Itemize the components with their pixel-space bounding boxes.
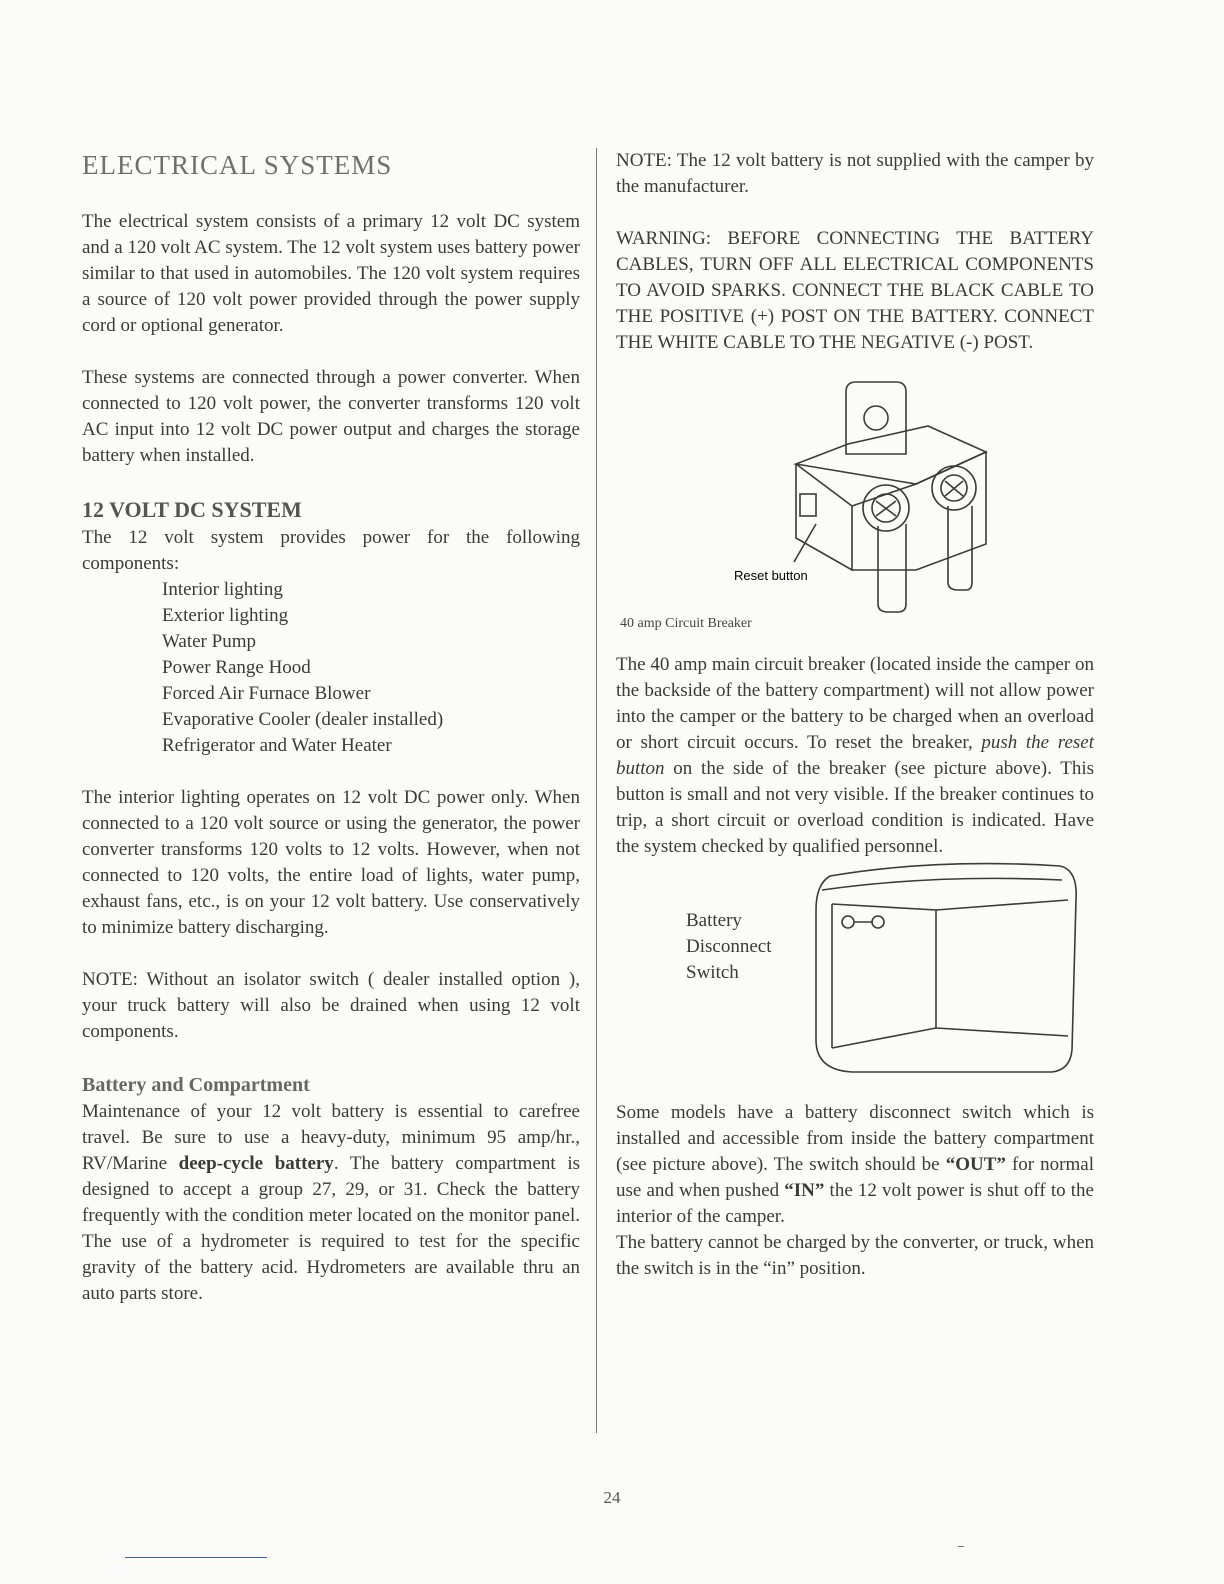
switch-paragraph: Some models have a battery disconnect switch which is installed and accessible from inside the battery compartment (see picture above). The switch should be “OUT” for normal use and when pushed “IN” the 12 volt power is shut off to the interior of the camper. <box>616 1102 1094 1227</box>
column-divider <box>596 148 597 1433</box>
reset-instruction: push the reset button <box>616 732 1094 779</box>
intro-paragraph-1: The electrical system consists of a primary 12 volt DC system and a 120 volt AC system. The 12 volt system uses battery power similar to that used in automobiles. The 120 volt system requires a source of 120 volt power provided through the power supply cord or optional generator. <box>82 211 580 336</box>
disconnect-switch-figure <box>616 860 1094 1086</box>
page-title: ELECTRICAL SYSTEMS <box>82 150 393 180</box>
switch-in-term: “IN” <box>784 1180 825 1201</box>
interior-lighting-paragraph: The interior lighting operates on 12 volt DC power only. When connected to a 120 volt source or using the generator, the power converter transforms 120 volts to 12 volts. However, when not connected to 120 volts, the entire load of lights, water pump, exhaust fans, etc., is on your 12 volt battery. Use conservatively to minimize battery discharging. <box>82 787 580 938</box>
circuit-breaker-caption: 40 amp Circuit Breaker <box>620 616 752 631</box>
battery-supply-note: NOTE: The 12 volt battery is not supplied with the camper by the manufacturer. <box>616 150 1094 197</box>
list-item: Water Pump <box>162 631 256 652</box>
switch-charging-note: The battery cannot be charged by the converter, or truck, when the switch is in the “in” position. <box>616 1232 1094 1279</box>
breaker-paragraph: The 40 amp main circuit breaker (located inside the camper on the backside of the battery compartment) will not allow power into the camper or the battery to be charged when an overload or short circuit occurs. To reset the breaker, push the reset button on the side of the breaker (see picture above). This button is small and not very visible. If the breaker continues to trip, a short circuit or overload condition is indicated. Have the system checked by qualified personnel. <box>616 654 1094 857</box>
switch-out-term: “OUT” <box>945 1154 1006 1175</box>
list-item: Forced Air Furnace Blower <box>162 683 371 704</box>
deep-cycle-term: deep-cycle battery <box>178 1153 334 1174</box>
dc-system-intro: The 12 volt system provides power for the following components: <box>82 527 580 574</box>
isolator-note: NOTE: Without an isolator switch ( dealer installed option ), your truck battery will also be drained when using 12 volt components. <box>82 969 580 1042</box>
list-item: Evaporative Cooler (dealer installed) <box>162 709 444 730</box>
left-column <box>82 150 580 1307</box>
list-item: Power Range Hood <box>162 657 311 678</box>
circuit-breaker-figure <box>616 356 1094 638</box>
reset-button-label: Reset button <box>734 568 808 583</box>
disconnect-switch-label: Battery Disconnect Switch <box>686 910 772 983</box>
warning-paragraph: WARNING: BEFORE CONNECTING THE BATTERY CABLES, TURN OFF ALL ELECTRICAL COMPONENTS TO AVOID SPARKS. CONNECT THE BLACK CABLE TO THE POSITIVE (+) POST ON THE BATTERY. CONNECT THE WHITE CABLE TO THE NEGATIVE (-) POST. <box>616 228 1094 353</box>
list-item: Refrigerator and Water Heater <box>162 735 392 756</box>
components-list <box>82 577 580 759</box>
circuit-breaker-illustration <box>616 356 1094 618</box>
dc-system-heading: 12 VOLT DC SYSTEM <box>82 497 302 522</box>
scan-mark <box>958 1546 964 1547</box>
compartment-illustration <box>616 860 1094 1086</box>
intro-paragraph-2: These systems are connected through a power converter. When connected to 120 volt power, the converter transforms 120 volt AC input into 12 volt DC power output and charges the storage battery when installed. <box>82 367 580 466</box>
battery-paragraph: Maintenance of your 12 volt battery is essential to carefree travel. Be sure to use a heavy-duty, minimum 95 amp/hr., RV/Marine deep-cycle battery. The battery compartment is designed to accept a group 27, 29, or 31. Check the battery frequently with the condition meter located on the monitor panel. The use of a hydrometer is required to test for the specific gravity of the battery acid. Hydrometers are available thru an auto parts store. <box>82 1101 580 1304</box>
footer-rule <box>125 1557 267 1558</box>
page-number: 24 <box>603 1488 621 1507</box>
battery-compartment-heading: Battery and Compartment <box>82 1074 310 1096</box>
list-item: Exterior lighting <box>162 605 289 626</box>
list-item: Interior lighting <box>162 579 283 600</box>
right-column <box>616 148 1094 1282</box>
